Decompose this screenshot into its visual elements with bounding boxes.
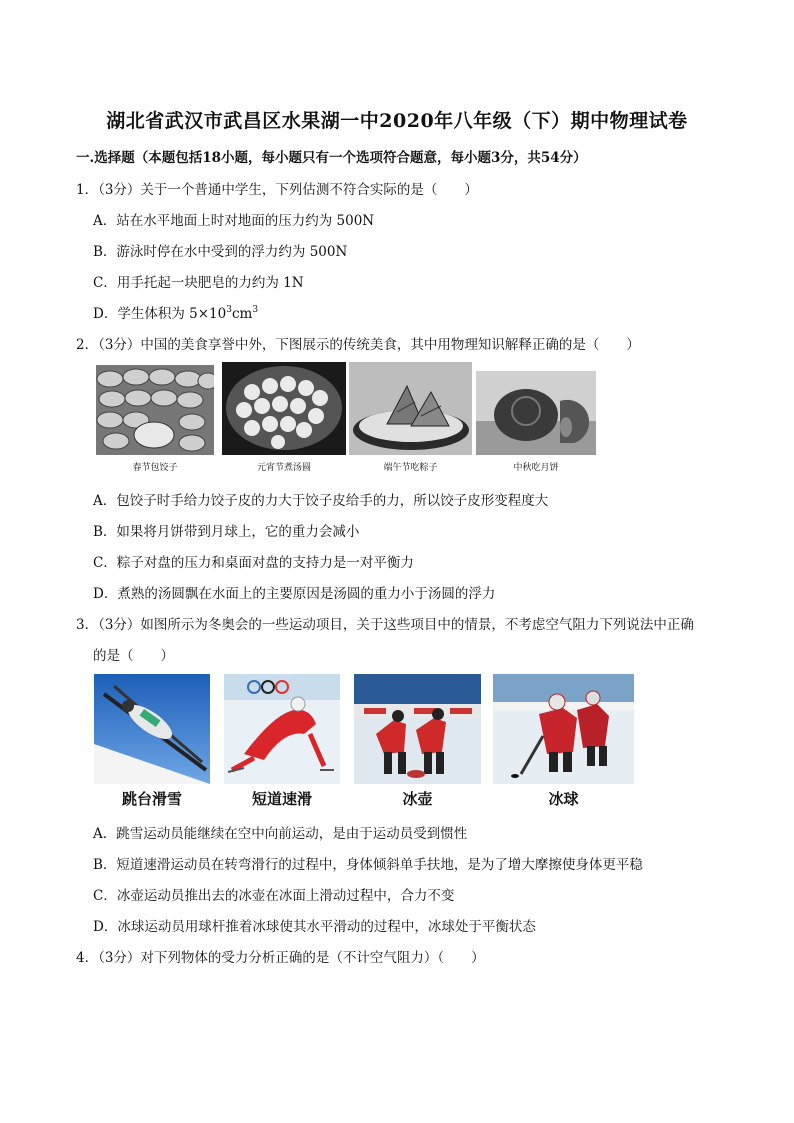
caption-mooncake: 中秋吃月饼 <box>513 463 559 473</box>
mooncake-image <box>476 371 596 455</box>
q1-d-unit: cm <box>231 306 253 322</box>
tangyuan-image <box>222 362 346 455</box>
caption-ice-hockey: 冰球 <box>548 790 579 808</box>
q2-option-d: D．煮熟的汤圆飘在水面上的主要原因是汤圆的重力小于汤圆的浮力 <box>93 586 496 602</box>
q1-option-b: B．游泳时停在水中受到的浮力约为 500N <box>93 244 348 260</box>
exam-title: 湖北省武汉市武昌区水果湖一中2020年八年级（下）期中物理试卷 <box>106 110 688 132</box>
caption-dumplings: 春节包饺子 <box>132 463 178 473</box>
q2-option-c: C．粽子对盘的压力和桌面对盘的支持力是一对平衡力 <box>93 555 414 571</box>
q1-option-d <box>93 302 258 322</box>
curling-image <box>354 674 481 784</box>
caption-zongzi: 端午节吃粽子 <box>383 463 438 473</box>
dumplings-image <box>96 365 214 455</box>
section-heading: 一.选择题（本题包括18小题，每小题只有一个选项符合题意，每小题3分，共54分） <box>76 150 587 166</box>
q3-option-d: D．冰球运动员用球杆推着冰球使其水平滑动的过程中，冰球处于平衡状态 <box>93 919 536 935</box>
speed-skating-image <box>224 674 340 784</box>
q1-stem: 1．（3分）关于一个普通中学生，下列估测不符合实际的是（ ） <box>76 182 478 198</box>
q3-stem: 3．（3分）如图所示为冬奥会的一些运动项目，关于这些项目中的情景，不考虑空气阻力下列说法中正确 <box>76 617 694 633</box>
q2-option-a: A．包饺子时手给力饺子皮的力大于饺子皮给手的力，所以饺子皮形变程度大 <box>93 493 549 509</box>
q1-d-unit-exponent: 3 <box>252 305 259 315</box>
q1-option-a: A．站在水平地面上时对地面的压力约为 500N <box>93 213 375 229</box>
q2-option-b: B．如果将月饼带到月球上，它的重力会减小 <box>93 524 360 540</box>
caption-curling: 冰壶 <box>402 790 433 808</box>
ski-jumping-image <box>94 674 210 784</box>
q3-option-c: C．冰壶运动员推出去的冰壶在冰面上滑动过程中，合力不变 <box>93 888 455 904</box>
caption-tangyuan: 元宵节煮汤圆 <box>256 463 311 473</box>
q1-d-exponent: 3 <box>226 305 232 315</box>
q3-option-a: A．跳雪运动员能继续在空中向前运动，是由于运动员受到惯性 <box>93 826 468 842</box>
q3-option-b: B．短道速滑运动员在转弯滑行的过程中，身体倾斜单手扶地，是为了增大摩擦使身体更平稳 <box>93 857 643 873</box>
zongzi-image <box>349 362 472 455</box>
q1-option-c: C．用手托起一块肥皂的力约为 1N <box>93 275 304 291</box>
ice-hockey-image <box>493 674 634 784</box>
caption-speed-skating: 短道速滑 <box>251 790 312 808</box>
q2-stem: 2．（3分）中国的美食享誉中外，下图展示的传统美食，其中用物理知识解释正确的是（ ） <box>76 337 640 353</box>
q4-stem: 4．（3分）对下列物体的受力分析正确的是（不计空气阻力）（ ） <box>76 950 485 966</box>
caption-ski-jumping: 跳台滑雪 <box>121 790 182 808</box>
q1-d-text: D．学生体积为 5×10 <box>93 306 227 322</box>
q3-stem-continued: 的是（ ） <box>93 648 174 664</box>
